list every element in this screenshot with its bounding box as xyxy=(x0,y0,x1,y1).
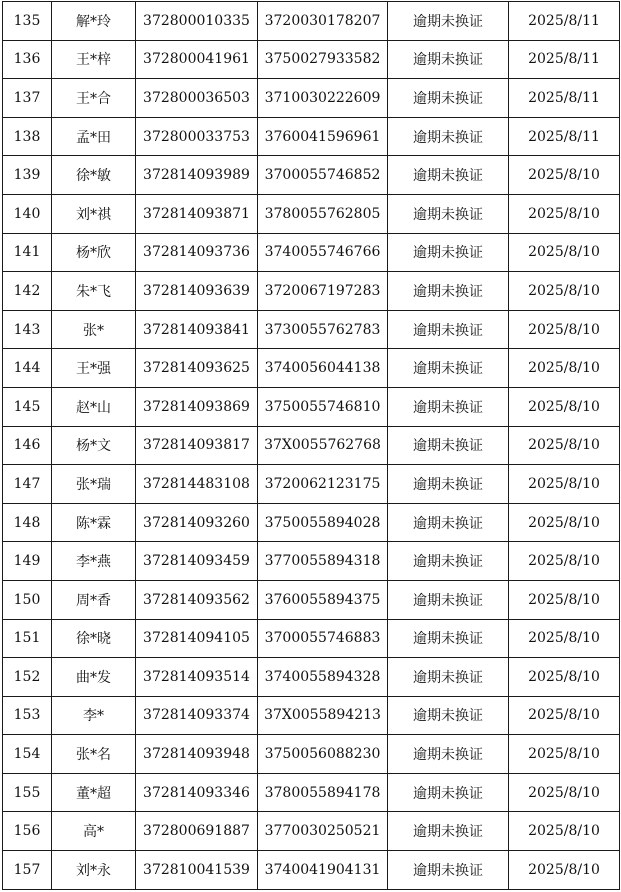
date-cell: 2025/8/11 xyxy=(509,117,620,156)
row-index-cell: 135 xyxy=(3,2,52,41)
status-cell: 逾期未换证 xyxy=(388,2,509,41)
id-number-cell: 372814093989 xyxy=(136,156,258,195)
table-row xyxy=(3,156,620,195)
table-row xyxy=(3,619,620,658)
table-row xyxy=(3,310,620,349)
name-cell: 徐*晓 xyxy=(52,619,136,658)
certificate-number-cell: 3710030222609 xyxy=(258,79,388,118)
name-cell: 李* xyxy=(52,696,136,735)
certificate-number-cell: 3700055746883 xyxy=(258,619,388,658)
id-number-cell: 372814093639 xyxy=(136,272,258,311)
certificate-number-cell: 3720067197283 xyxy=(258,272,388,311)
name-cell: 张*名 xyxy=(52,735,136,774)
status-cell: 逾期未换证 xyxy=(388,40,509,79)
row-index-cell: 153 xyxy=(3,696,52,735)
certificate-number-cell: 3750055894028 xyxy=(258,503,388,542)
table-row xyxy=(3,40,620,79)
table-row xyxy=(3,465,620,504)
name-cell: 王*合 xyxy=(52,79,136,118)
id-number-cell: 372814093817 xyxy=(136,426,258,465)
table-row xyxy=(3,2,620,41)
certificate-number-cell: 3780055894178 xyxy=(258,773,388,812)
name-cell: 杨*文 xyxy=(52,426,136,465)
date-cell: 2025/8/11 xyxy=(509,2,620,41)
id-number-cell: 372814093459 xyxy=(136,542,258,581)
date-cell: 2025/8/10 xyxy=(509,812,620,851)
id-number-cell: 372810041539 xyxy=(136,851,258,890)
status-cell: 逾期未换证 xyxy=(388,79,509,118)
certificate-number-cell: 37X0055894213 xyxy=(258,696,388,735)
certificate-number-cell: 3740055746766 xyxy=(258,233,388,272)
id-number-cell: 372800691887 xyxy=(136,812,258,851)
status-cell: 逾期未换证 xyxy=(388,426,509,465)
status-cell: 逾期未换证 xyxy=(388,580,509,619)
certificate-number-cell: 3720062123175 xyxy=(258,465,388,504)
table-row xyxy=(3,272,620,311)
row-index-cell: 148 xyxy=(3,503,52,542)
row-index-cell: 137 xyxy=(3,79,52,118)
record-table-body xyxy=(3,2,620,890)
date-cell: 2025/8/11 xyxy=(509,79,620,118)
table-row xyxy=(3,812,620,851)
row-index-cell: 147 xyxy=(3,465,52,504)
status-cell: 逾期未换证 xyxy=(388,233,509,272)
record-table-container xyxy=(2,1,619,890)
table-row xyxy=(3,503,620,542)
date-cell: 2025/8/10 xyxy=(509,426,620,465)
table-row xyxy=(3,117,620,156)
status-cell: 逾期未换证 xyxy=(388,696,509,735)
name-cell: 刘*祺 xyxy=(52,194,136,233)
status-cell: 逾期未换证 xyxy=(388,542,509,581)
status-cell: 逾期未换证 xyxy=(388,851,509,890)
id-number-cell: 372814093562 xyxy=(136,580,258,619)
date-cell: 2025/8/10 xyxy=(509,658,620,697)
status-cell: 逾期未换证 xyxy=(388,812,509,851)
table-row xyxy=(3,79,620,118)
status-cell: 逾期未换证 xyxy=(388,735,509,774)
name-cell: 徐*敏 xyxy=(52,156,136,195)
table-row xyxy=(3,542,620,581)
row-index-cell: 142 xyxy=(3,272,52,311)
certificate-number-cell: 3700055746852 xyxy=(258,156,388,195)
certificate-number-cell: 3750055746810 xyxy=(258,387,388,426)
id-number-cell: 372814483108 xyxy=(136,465,258,504)
status-cell: 逾期未换证 xyxy=(388,272,509,311)
table-row xyxy=(3,773,620,812)
row-index-cell: 150 xyxy=(3,580,52,619)
certificate-number-cell: 3760055894375 xyxy=(258,580,388,619)
id-number-cell: 372814093736 xyxy=(136,233,258,272)
row-index-cell: 144 xyxy=(3,349,52,388)
row-index-cell: 157 xyxy=(3,851,52,890)
date-cell: 2025/8/10 xyxy=(509,272,620,311)
certificate-number-cell: 3740055894328 xyxy=(258,658,388,697)
date-cell: 2025/8/11 xyxy=(509,40,620,79)
id-number-cell: 372814093869 xyxy=(136,387,258,426)
row-index-cell: 149 xyxy=(3,542,52,581)
row-index-cell: 146 xyxy=(3,426,52,465)
id-number-cell: 372800036503 xyxy=(136,79,258,118)
date-cell: 2025/8/10 xyxy=(509,619,620,658)
name-cell: 高* xyxy=(52,812,136,851)
name-cell: 杨*欣 xyxy=(52,233,136,272)
name-cell: 赵*山 xyxy=(52,387,136,426)
status-cell: 逾期未换证 xyxy=(388,503,509,542)
name-cell: 陈*霖 xyxy=(52,503,136,542)
name-cell: 解*玲 xyxy=(52,2,136,41)
id-number-cell: 372814093346 xyxy=(136,773,258,812)
status-cell: 逾期未换证 xyxy=(388,156,509,195)
name-cell: 董*超 xyxy=(52,773,136,812)
table-row xyxy=(3,233,620,272)
row-index-cell: 140 xyxy=(3,194,52,233)
date-cell: 2025/8/10 xyxy=(509,735,620,774)
table-row xyxy=(3,658,620,697)
id-number-cell: 372814093625 xyxy=(136,349,258,388)
date-cell: 2025/8/10 xyxy=(509,696,620,735)
certificate-number-cell: 3740056044138 xyxy=(258,349,388,388)
date-cell: 2025/8/10 xyxy=(509,580,620,619)
date-cell: 2025/8/10 xyxy=(509,349,620,388)
date-cell: 2025/8/10 xyxy=(509,503,620,542)
certificate-number-cell: 3760041596961 xyxy=(258,117,388,156)
name-cell: 王*强 xyxy=(52,349,136,388)
date-cell: 2025/8/10 xyxy=(509,156,620,195)
table-row xyxy=(3,349,620,388)
table-row xyxy=(3,851,620,890)
row-index-cell: 136 xyxy=(3,40,52,79)
id-number-cell: 372800033753 xyxy=(136,117,258,156)
row-index-cell: 138 xyxy=(3,117,52,156)
row-index-cell: 143 xyxy=(3,310,52,349)
id-number-cell: 372814093871 xyxy=(136,194,258,233)
table-row xyxy=(3,426,620,465)
name-cell: 朱*飞 xyxy=(52,272,136,311)
status-cell: 逾期未换证 xyxy=(388,387,509,426)
row-index-cell: 154 xyxy=(3,735,52,774)
date-cell: 2025/8/10 xyxy=(509,542,620,581)
name-cell: 周*香 xyxy=(52,580,136,619)
name-cell: 张*瑞 xyxy=(52,465,136,504)
row-index-cell: 152 xyxy=(3,658,52,697)
name-cell: 张* xyxy=(52,310,136,349)
row-index-cell: 139 xyxy=(3,156,52,195)
record-table xyxy=(2,1,620,890)
row-index-cell: 155 xyxy=(3,773,52,812)
status-cell: 逾期未换证 xyxy=(388,194,509,233)
date-cell: 2025/8/10 xyxy=(509,773,620,812)
certificate-number-cell: 3750056088230 xyxy=(258,735,388,774)
certificate-number-cell: 37X0055762768 xyxy=(258,426,388,465)
table-row xyxy=(3,387,620,426)
id-number-cell: 372814093374 xyxy=(136,696,258,735)
row-index-cell: 141 xyxy=(3,233,52,272)
date-cell: 2025/8/10 xyxy=(509,233,620,272)
status-cell: 逾期未换证 xyxy=(388,310,509,349)
id-number-cell: 372814093841 xyxy=(136,310,258,349)
certificate-number-cell: 3770055894318 xyxy=(258,542,388,581)
id-number-cell: 372814093514 xyxy=(136,658,258,697)
status-cell: 逾期未换证 xyxy=(388,619,509,658)
certificate-number-cell: 3770030250521 xyxy=(258,812,388,851)
date-cell: 2025/8/10 xyxy=(509,387,620,426)
date-cell: 2025/8/10 xyxy=(509,310,620,349)
id-number-cell: 372814093948 xyxy=(136,735,258,774)
date-cell: 2025/8/10 xyxy=(509,465,620,504)
table-row xyxy=(3,580,620,619)
date-cell: 2025/8/10 xyxy=(509,851,620,890)
row-index-cell: 156 xyxy=(3,812,52,851)
id-number-cell: 372800010335 xyxy=(136,2,258,41)
name-cell: 孟*田 xyxy=(52,117,136,156)
row-index-cell: 151 xyxy=(3,619,52,658)
name-cell: 刘*永 xyxy=(52,851,136,890)
certificate-number-cell: 3730055762783 xyxy=(258,310,388,349)
id-number-cell: 372814094105 xyxy=(136,619,258,658)
status-cell: 逾期未换证 xyxy=(388,658,509,697)
table-row xyxy=(3,194,620,233)
date-cell: 2025/8/10 xyxy=(509,194,620,233)
id-number-cell: 372800041961 xyxy=(136,40,258,79)
certificate-number-cell: 3720030178207 xyxy=(258,2,388,41)
status-cell: 逾期未换证 xyxy=(388,117,509,156)
status-cell: 逾期未换证 xyxy=(388,773,509,812)
name-cell: 王*梓 xyxy=(52,40,136,79)
name-cell: 曲*发 xyxy=(52,658,136,697)
certificate-number-cell: 3740041904131 xyxy=(258,851,388,890)
table-row xyxy=(3,735,620,774)
certificate-number-cell: 3750027933582 xyxy=(258,40,388,79)
row-index-cell: 145 xyxy=(3,387,52,426)
status-cell: 逾期未换证 xyxy=(388,465,509,504)
id-number-cell: 372814093260 xyxy=(136,503,258,542)
certificate-number-cell: 3780055762805 xyxy=(258,194,388,233)
status-cell: 逾期未换证 xyxy=(388,349,509,388)
name-cell: 李*燕 xyxy=(52,542,136,581)
table-row xyxy=(3,696,620,735)
